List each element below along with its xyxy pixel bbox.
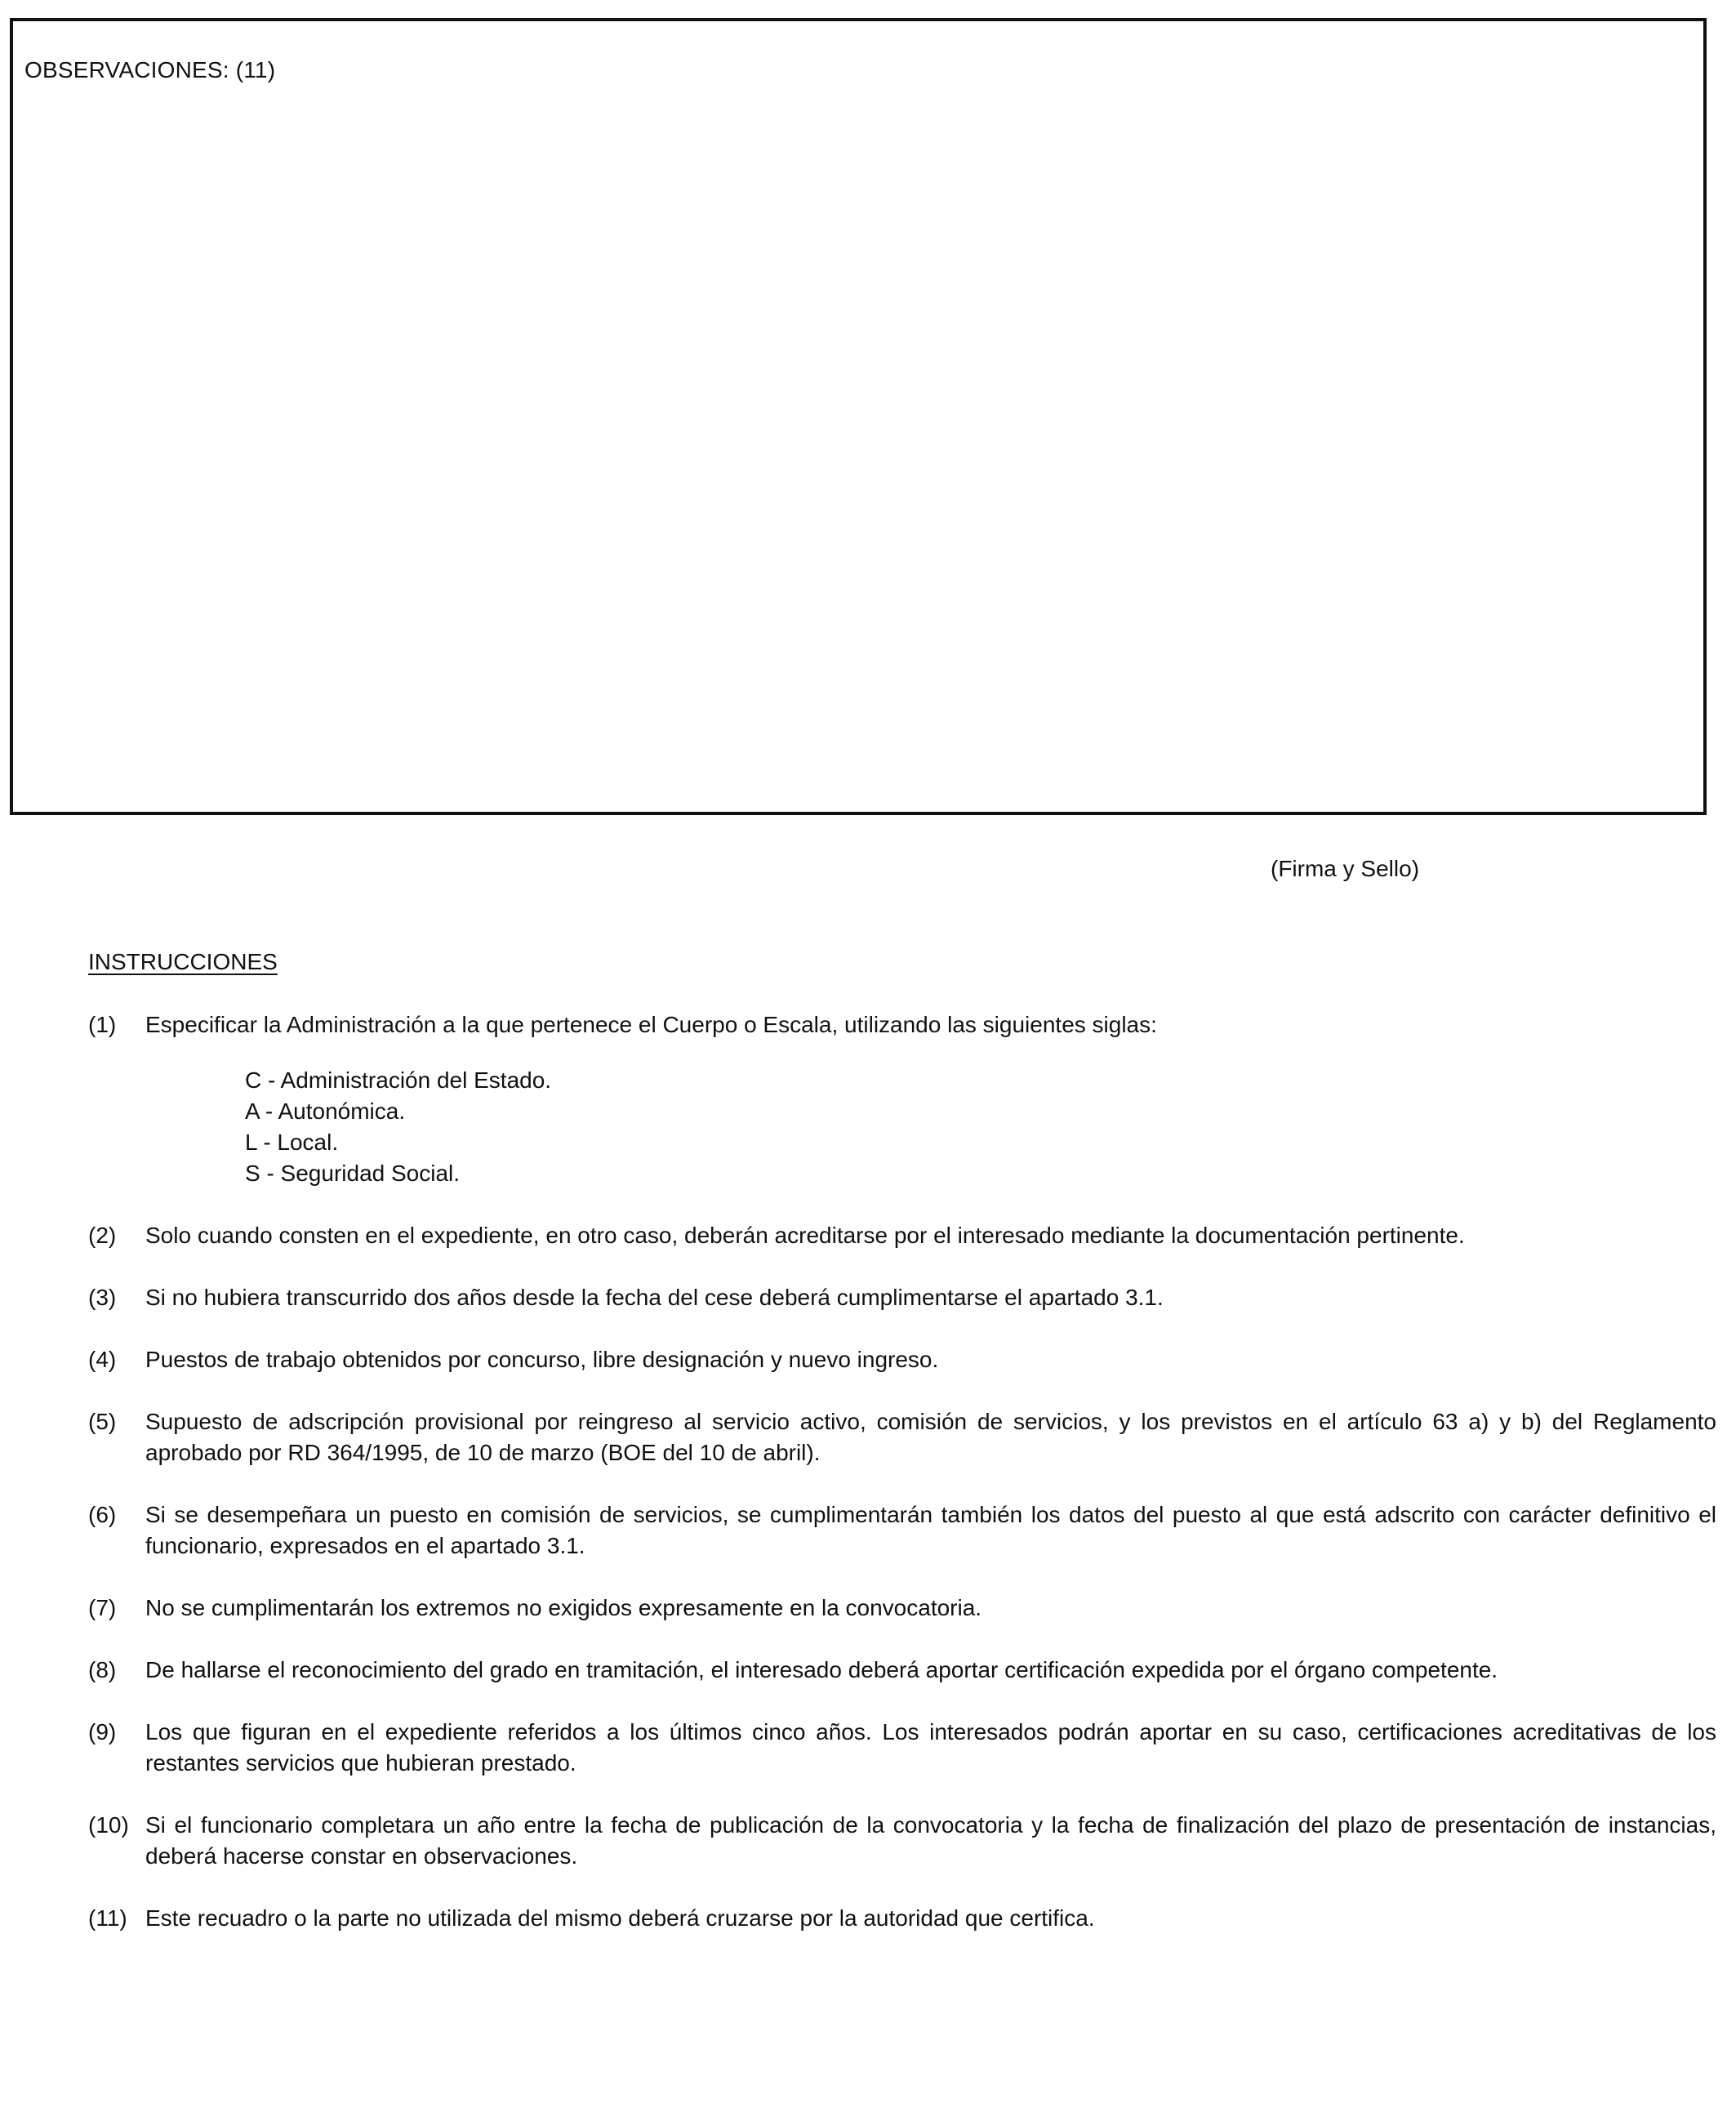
sigla-item: A - Autonómica.	[245, 1098, 406, 1124]
instruction-text: Especificar la Administración a la que pertenece el Cuerpo o Escala, utilizando las siguientes siglas:	[145, 1012, 1157, 1037]
instruction-number: (8)	[88, 1657, 117, 1682]
instruction-item-3	[88, 1282, 1716, 1313]
instruction-number: (4)	[88, 1347, 117, 1372]
instruction-text: Los que figuran en el expediente referidos a los últimos cinco años. Los interesados podrán aportar en su caso, certificaciones acreditativas de los restantes servicios que hubieran prestado.	[145, 1719, 1716, 1776]
instruction-number: (9)	[88, 1719, 117, 1744]
instruction-number: (5)	[88, 1409, 117, 1434]
instruction-number: (1)	[88, 1012, 117, 1037]
firma-y-sello-label: (Firma y Sello)	[1271, 856, 1420, 881]
instruction-item-1	[88, 1009, 1716, 1189]
instruction-text: Si se desempeñara un puesto en comisión de servicios, se cumplimentarán también los datos del puesto al que está adscrito con carácter definitivo el funcionario, expresados en el apartado 3.1.	[145, 1502, 1716, 1558]
instruction-number: (10)	[88, 1812, 129, 1838]
instruction-item-10	[88, 1810, 1716, 1872]
observaciones-box	[10, 18, 1707, 815]
instrucciones-list	[88, 1009, 1716, 1965]
instruction-item-6	[88, 1499, 1716, 1562]
instruction-text: Si el funcionario completara un año entre la fecha de publicación de la convocatoria y la fecha de finalización del plazo de presentación de instancias, deberá hacerse constar en observaciones.	[145, 1812, 1716, 1869]
instruction-text: Solo cuando consten en el expediente, en otro caso, deberán acreditarse por el interesado mediante la documentación pertinente.	[145, 1223, 1465, 1248]
observaciones-label: OBSERVACIONES: (11)	[24, 57, 276, 82]
instruction-text: No se cumplimentarán los extremos no exigidos expresamente en la convocatoria.	[145, 1595, 982, 1620]
instruction-number: (2)	[88, 1223, 117, 1248]
siglas-list	[145, 1065, 1716, 1189]
instrucciones-title: INSTRUCCIONES	[88, 949, 278, 974]
instruction-text: Supuesto de adscripción provisional por reingreso al servicio activo, comisión de servicios, y los previstos en el artículo 63 a) y b) del Reglamento aprobado por RD 364/1995, de 10 de marzo (BOE del 10 de abril).	[145, 1409, 1716, 1465]
instruction-item-2	[88, 1220, 1716, 1251]
instruction-item-11	[88, 1903, 1716, 1934]
sigla-item: C - Administración del Estado.	[245, 1067, 552, 1093]
instruction-item-8	[88, 1655, 1716, 1686]
instruction-item-4	[88, 1344, 1716, 1375]
instruction-text: Puestos de trabajo obtenidos por concurso, libre designación y nuevo ingreso.	[145, 1347, 939, 1372]
instruction-number: (11)	[88, 1905, 127, 1931]
sigla-item: S - Seguridad Social.	[245, 1161, 461, 1186]
sigla-item: L - Local.	[245, 1130, 339, 1155]
instruction-number: (3)	[88, 1285, 117, 1310]
instruction-text: De hallarse el reconocimiento del grado en tramitación, el interesado deberá aportar certificación expedida por el órgano competente.	[145, 1657, 1498, 1682]
instruction-item-5	[88, 1406, 1716, 1468]
instruction-number: (7)	[88, 1595, 117, 1620]
instruction-text: Si no hubiera transcurrido dos años desde la fecha del cese deberá cumplimentarse el apartado 3.1.	[145, 1285, 1164, 1310]
instruction-number: (6)	[88, 1502, 117, 1527]
instruction-item-9	[88, 1717, 1716, 1779]
instruction-text: Este recuadro o la parte no utilizada del mismo deberá cruzarse por la autoridad que certifica.	[145, 1905, 1095, 1931]
instruction-item-7	[88, 1593, 1716, 1624]
